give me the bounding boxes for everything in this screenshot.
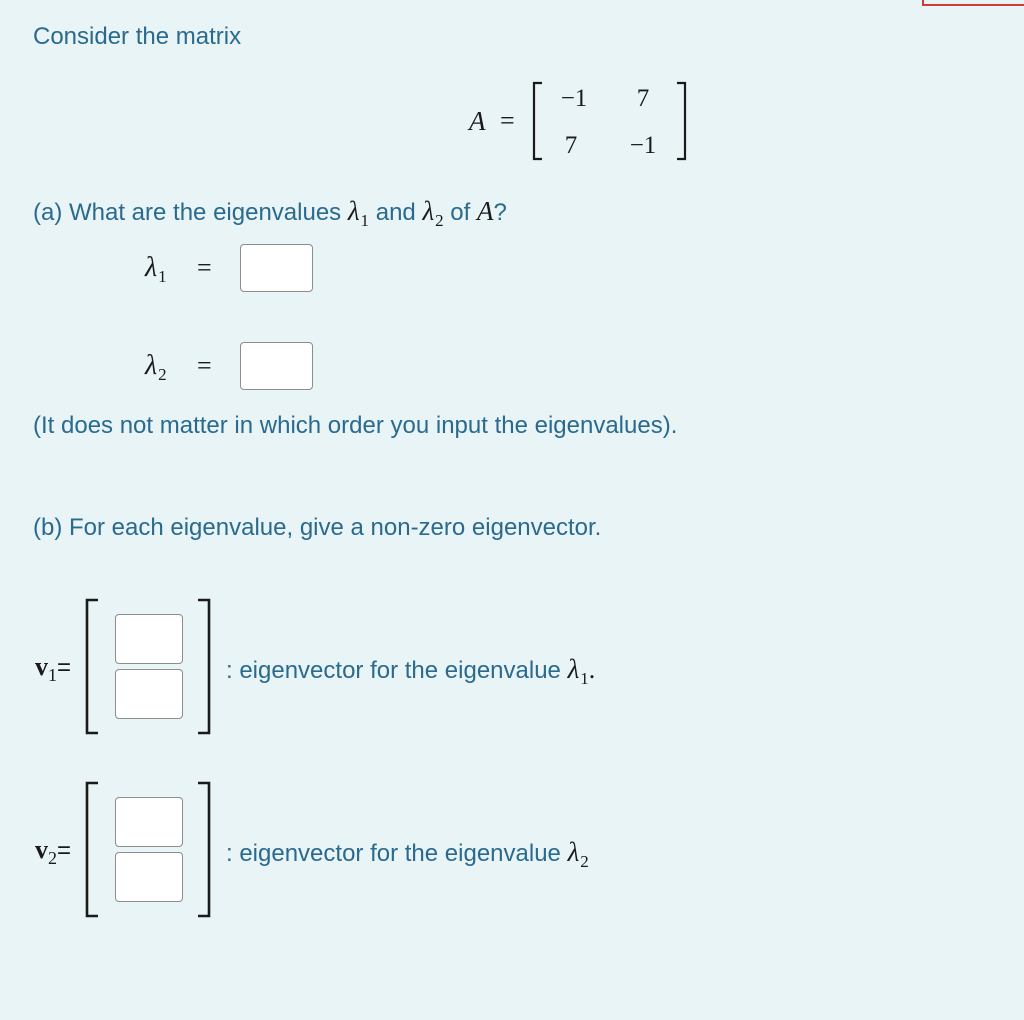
matrix-cell-r2c1: 7: [564, 132, 578, 159]
corner-frame-edge: [922, 0, 1024, 6]
matrix-cell-r1c2: 7: [636, 85, 650, 112]
v1-label: [35, 652, 72, 685]
lambda2-label: [145, 350, 167, 382]
v2-bottom-input[interactable]: [115, 852, 183, 902]
lambda-symbol: λ: [567, 654, 580, 684]
matrix-symbol: A: [477, 196, 494, 226]
vector-symbol: v: [35, 835, 48, 864]
vector-symbol: v: [35, 652, 48, 681]
lambda2-answer-input[interactable]: [240, 342, 313, 390]
part-b-prompt: (b) For each eigenvalue, give a non-zero eigenvector.: [33, 514, 602, 541]
v1-description: [226, 654, 596, 688]
lambda1-label: [145, 252, 167, 284]
intro-text: Consider the matrix: [33, 23, 242, 50]
matrix-equals: =: [500, 106, 515, 135]
v2-equals: =: [57, 837, 72, 864]
vector-subscript: 2: [48, 848, 57, 868]
part-a-question: [33, 196, 507, 230]
lambda1-equals: =: [197, 253, 212, 282]
v1-top-input[interactable]: [115, 614, 183, 664]
lambda-subscript: 2: [580, 852, 589, 871]
lambda-symbol: λ: [422, 196, 435, 226]
lambda-subscript: 2: [435, 211, 444, 230]
part-a-of: of: [443, 199, 477, 226]
part-a-question-mark: ?: [493, 199, 507, 226]
lambda-symbol: λ: [145, 350, 158, 381]
v1-bottom-input[interactable]: [115, 669, 183, 719]
v2-label: [35, 835, 72, 868]
vector-subscript: 1: [48, 665, 57, 685]
v2-description: [226, 837, 589, 871]
part-a-prefix: (a) What are the eigenvalues: [33, 199, 348, 226]
v2-top-input[interactable]: [115, 797, 183, 847]
v2-description-text: : eigenvector for the eigenvalue: [226, 840, 568, 867]
part-a-and: and: [369, 199, 423, 226]
lambda-symbol: λ: [145, 252, 158, 283]
lambda-subscript: 1: [580, 669, 589, 688]
matrix-cell-r2c2: −1: [629, 132, 657, 159]
lambda-subscript: 1: [158, 267, 167, 286]
lambda2-equals: =: [197, 351, 212, 380]
lambda-symbol: λ: [567, 837, 580, 867]
lambda-symbol: λ: [347, 196, 360, 226]
lambda1-answer-input[interactable]: [240, 244, 313, 292]
order-note: (It does not matter in which order you input the eigenvalues).: [33, 412, 678, 439]
v1-description-text: : eigenvector for the eigenvalue: [226, 657, 568, 684]
matrix-cell-r1c1: −1: [560, 85, 588, 112]
v1-equals: =: [57, 654, 72, 681]
lambda-subscript: 1: [360, 211, 370, 230]
lambda-subscript: 2: [158, 365, 167, 384]
v1-period: .: [588, 655, 596, 684]
matrix-name: A: [469, 106, 486, 136]
